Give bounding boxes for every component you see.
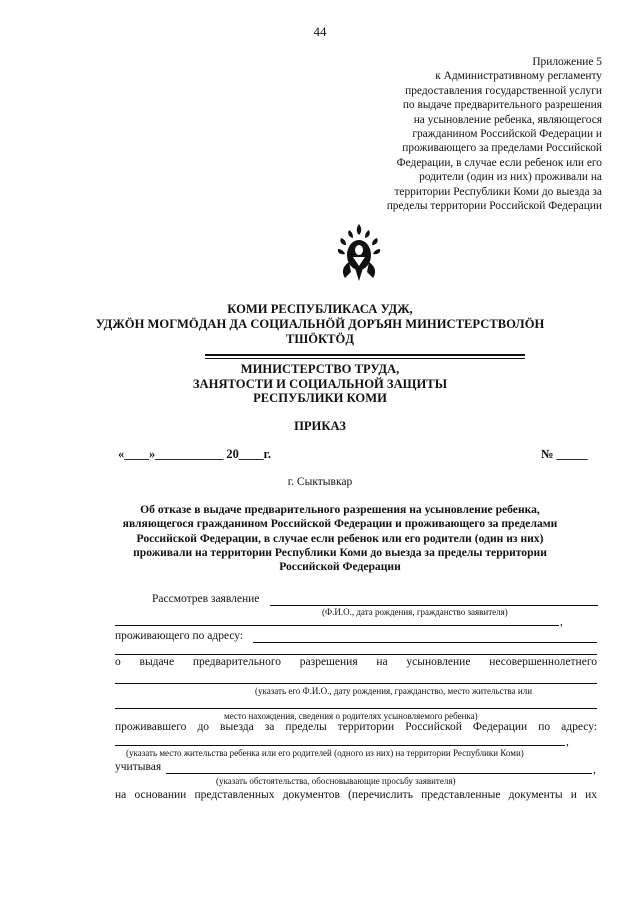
issuance-word: разрешения [299, 656, 358, 668]
considering-label: учитывая [115, 761, 162, 773]
former-address-blank-line [115, 745, 565, 746]
appendix-note [302, 55, 602, 213]
issuance-word: усыновление [406, 656, 471, 668]
subject-line: Российской Федерации [279, 560, 401, 574]
appendix-line: родители (один из них) проживали на [419, 171, 602, 184]
order-date-field: «____»___________ 20____г. [118, 447, 271, 461]
issuance-word: несовершеннолетнего [489, 656, 597, 668]
applicant-blank-line [270, 605, 598, 606]
subject-line: Российской Федерации, в случае если ребенок или его родители (один из них) [136, 531, 544, 545]
document-type-title: ПРИКАЗ [294, 419, 346, 433]
subject-line: являющегося гражданином Российской Федерации и проживающего за пределами [122, 517, 558, 531]
order-subject [105, 503, 575, 574]
appendix-line: Приложение 5 [532, 56, 602, 68]
appendix-line: на усыновление ребенка, являющегося [413, 113, 602, 126]
header-rule-thin [205, 358, 525, 359]
komi-line: УДЖÖН МОГМÖДАН ДА СОЦИАЛЬНÖЙ ДОРЪЯН МИНИСТЕРСТВОЛÖН [95, 317, 545, 331]
coat-of-arms-emblem [335, 222, 383, 282]
ministry-line: ЗАНЯТОСТИ И СОЦИАЛЬНОЙ ЗАЩИТЫ [192, 376, 448, 391]
komi-line: ТШÖКТÖД [285, 332, 355, 346]
comma-mark: , [566, 736, 569, 748]
subject-line: проживали на территории Республики Коми до выезда за пределы территории [133, 545, 547, 559]
child-blank-line-2 [115, 708, 597, 709]
issuance-word: предварительного [192, 656, 282, 668]
hint-child-2: место нахождения, сведения о родителях усыновляемого ребенка) [224, 711, 478, 721]
appendix-line: гражданином Российской Федерации и [412, 128, 602, 141]
hint-circumstances: (указать обстоятельства, обосновывающие просьбу заявителя) [216, 776, 456, 786]
city-name: г. Сыктывкар [287, 476, 353, 488]
child-blank-line [115, 683, 597, 684]
subject-line: Об отказе в выдаче предварительного разрешения на усыновление ребенка, [140, 503, 540, 516]
on-basis-text: на основании представленных документов (перечислить представленные документы и их [115, 789, 597, 801]
applicant-blank-line-2 [115, 625, 559, 626]
appendix-line: проживающего за пределами Российской [402, 142, 602, 155]
issuance-word: о [115, 656, 121, 668]
order-number-field: № _____ [541, 447, 588, 461]
considered-label: Рассмотрев заявление [152, 593, 260, 605]
hint-address: (указать место жительства ребенка или его родителей (одного из них) на территории Республики Коми) [126, 748, 524, 758]
issuance-word: на [376, 656, 388, 668]
header-rule-thick [205, 354, 525, 356]
appendix-line: Федерации, в случае если ребенок или его [396, 156, 602, 169]
appendix-line: территории Республики Коми до выезда за [394, 185, 602, 198]
circumstances-blank-line [166, 773, 592, 774]
appendix-line: пределы территории Российской Федерации [386, 200, 602, 213]
hint-applicant: (Ф.И.О., дата рождения, гражданство заявителя) [322, 607, 508, 617]
appendix-line: к Административному регламенту [435, 70, 602, 83]
comma-mark: , [560, 616, 563, 628]
ministry-line: МИНИСТЕРСТВО ТРУДА, [240, 362, 400, 376]
issuance-word: выдаче [139, 656, 175, 668]
comma-mark: , [593, 764, 596, 776]
living-at-label: проживающего по адресу: [115, 630, 244, 642]
ministry-line: РЕСПУБЛИКИ КОМИ [253, 391, 387, 405]
address-blank-line [253, 642, 597, 643]
address-blank-line-2 [115, 654, 597, 655]
issuance-row [115, 656, 597, 668]
komi-line: КОМИ РЕСПУБЛИКАСА УДЖ, [227, 302, 413, 316]
ministry-header [0, 362, 640, 406]
lived-before-text: проживавшего до выезда за пределы территории Российской Федерации по адресу: [115, 721, 597, 733]
komi-header [0, 302, 640, 347]
hint-child-1: (указать его Ф.И.О., дату рождения, гражданство, место жительства или [255, 686, 533, 696]
appendix-line: по выдаче предварительного разрешения [402, 99, 602, 112]
page-number: 44 [313, 24, 327, 39]
appendix-line: предоставления государственной услуги [405, 84, 602, 97]
